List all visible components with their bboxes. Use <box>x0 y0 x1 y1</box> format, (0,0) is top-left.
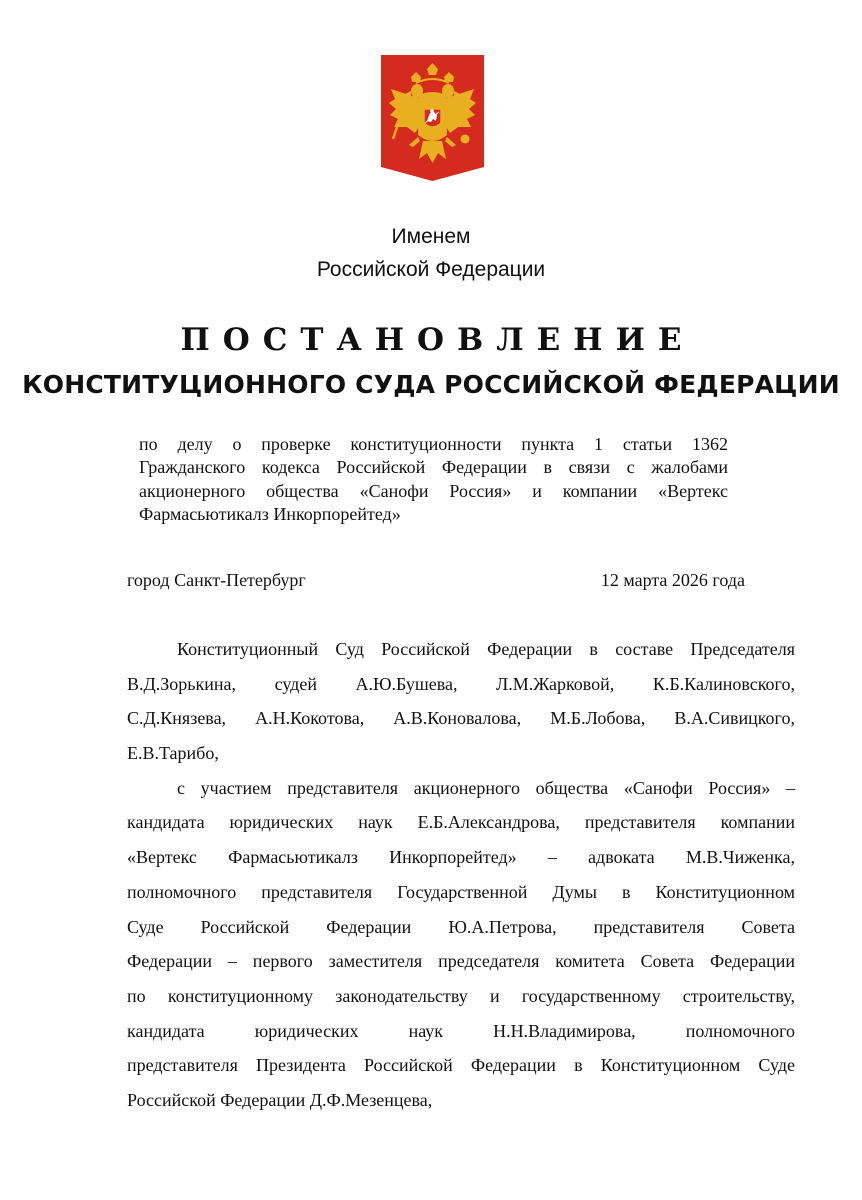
body-line: Суде Российской Федерации Ю.А.Петрова, представителя Совета <box>127 916 795 937</box>
body-line: представителя Президента Российской Федерации в Конституционном Суде <box>127 1055 795 1076</box>
body-line: Е.В.Тарибо, <box>127 743 219 764</box>
case-subject-line: Фармасьютикалз Инкорпорейтед» <box>139 504 401 525</box>
body-text <box>127 632 795 1118</box>
body-line: кандидата юридических наук Н.Н.Владимирова, полномочного <box>127 1020 795 1041</box>
body-line: по конституционному законодательству и государственному строительству, <box>127 985 795 1006</box>
in-the-name-of-line-1: Именем <box>391 225 471 248</box>
coat-of-arms-icon <box>381 55 484 181</box>
body-line: Федерации – первого заместителя председателя комитета Совета Федерации <box>127 951 795 972</box>
place-and-date-row <box>127 568 745 592</box>
body-line: Конституционный Суд Российской Федерации в составе Председателя <box>177 639 795 659</box>
place: город Санкт-Петербург <box>127 570 306 590</box>
court-name-subtitle: КОНСТИТУЦИОННОГО СУДА РОССИЙСКОЙ ФЕДЕРАЦИИ <box>22 370 840 399</box>
body-line: С.Д.Князева, А.Н.Кокотова, А.В.Коновалова, М.Б.Лобова, В.А.Сивицкого, <box>127 708 795 729</box>
body-line: «Вертекс Фармасьютикалз Инкорпорейтед» – адвоката М.В.Чиженка, <box>127 847 795 868</box>
body-line: полномочного представителя Государственной Думы в Конституционном <box>127 881 795 902</box>
case-subject-line: по делу о проверке конституционности пункта 1 статьи 1362 <box>139 434 728 454</box>
case-subject <box>139 433 728 527</box>
body-line: В.Д.Зорькина, судей А.Ю.Бушева, Л.М.Жарковой, К.Б.Калиновского, <box>127 673 795 694</box>
date: 12 марта 2026 года <box>600 570 745 590</box>
in-the-name-of-line-2: Российской Федерации <box>316 258 546 281</box>
body-line: кандидата юридических наук Е.Б.Александрова, представителя компании <box>127 812 795 833</box>
case-subject-line: акционерного общества «Санофи Россия» и компании «Вертекс <box>139 480 728 501</box>
case-subject-line: Гражданского кодекса Российской Федерации в связи с жалобами <box>139 457 728 478</box>
body-line: с участием представителя акционерного общества «Санофи Россия» – <box>177 777 795 798</box>
body-line: Российской Федерации Д.Ф.Мезенцева, <box>127 1089 433 1110</box>
document-type-title: ПОСТАНОВЛЕНИЕ <box>180 322 695 358</box>
